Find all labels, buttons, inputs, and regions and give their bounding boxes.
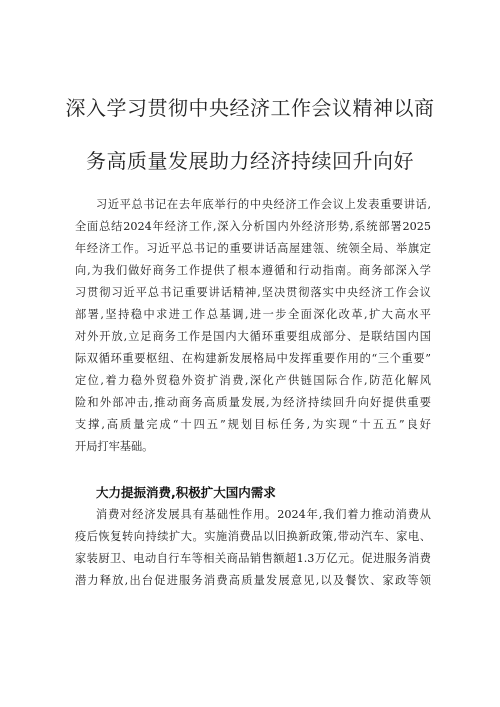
paragraph-1-line: 部署,坚持稳中求进工作总基调,进一步全面深化改革,扩大高水平 (75, 308, 431, 321)
paragraph-1-line: 习贯彻习近平总书记重要讲话精神,坚决贯彻落实中央经济工作会议 (75, 286, 431, 299)
section-1-line: 疫后恢复转向持续扩大。实施消费品以旧换新政策,带动汽车、家电、 (75, 530, 431, 543)
paragraph-1-line: 全面总结2024年经济工作,深入分析国内外经济形势,系统部署2025 (75, 220, 431, 233)
document-title-line-1: 深入学习贯彻中央经济工作会议精神以商 (65, 96, 435, 120)
paragraph-1-line: 际双循环重要枢纽、在构建新发展格局中发挥重要作用的“三个重要” (75, 352, 431, 365)
document-title-line-2: 务高质量发展助力经济持续回升向好 (86, 149, 414, 173)
section-heading: 大力提振消费,积极扩大国内需求 (96, 485, 276, 500)
paragraph-1-line: 习近平总书记在去年底举行的中央经济工作会议上发表重要讲话, (96, 198, 431, 211)
paragraph-1-line: 险和外部冲击,推动商务高质量发展,为经济持续回升向好提供重要 (75, 396, 431, 409)
paragraph-1-line: 开局打牢基础。 (75, 440, 154, 453)
paragraph-1-line: 定位,着力稳外贸稳外资扩消费,深化产供链国际合作,防范化解风 (75, 374, 431, 387)
section-1-line: 潜力释放,出台促进服务消费高质量发展意见,以及餐饮、家政等领 (75, 574, 431, 587)
paragraph-1-line: 支撑,高质量完成“十四五”规划目标任务,为实现“十五五”良好 (75, 418, 431, 431)
section-1-line: 消费对经济发展具有基础性作用。2024年,我们着力推动消费从 (96, 508, 431, 521)
section-1-line: 家装厨卫、电动自行车等相关商品销售额超1.3万亿元。促进服务消费 (75, 552, 431, 565)
paragraph-1-line: 年经济工作。习近平总书记的重要讲话高屋建瓴、统领全局、举旗定 (75, 242, 431, 255)
paragraph-1-line: 对外开放,立足商务工作是国内大循环重要组成部分、是联结国内国 (75, 330, 431, 343)
paragraph-1-line: 向,为我们做好商务工作提供了根本遵循和行动指南。商务部深入学 (75, 264, 431, 277)
